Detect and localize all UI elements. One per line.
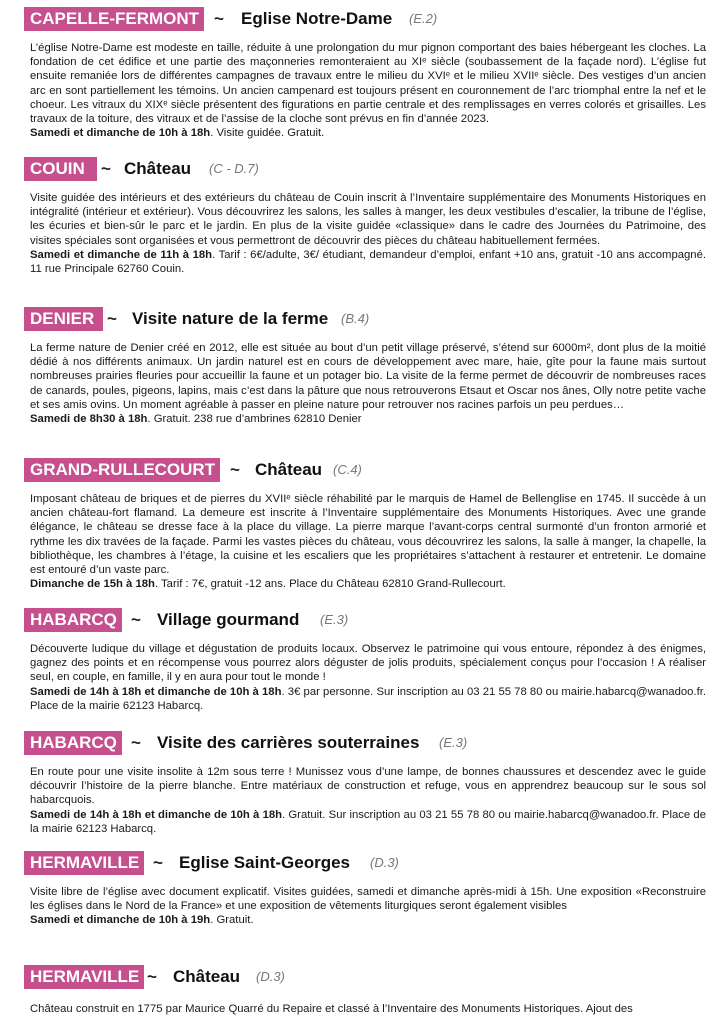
description-text: Visite guidée des intérieurs et des extérieurs du château de Couin inscrit à l’Inventaire supplémentaire des Monuments Historiques en intégralité (intérieur et extérieur). Vous découvrirez les salons, les salles à manger, les deux vestibules d’escalier, la tribune de l’église, les écuries et bien-sûr le parc et le jardin. En plus de la visite guidée «classique» dans le cadre des Journées du Patrimoine, des visites spéciales sont organisées et vous permettront de découvrir des pièces du château habituellement fermées.: [30, 192, 706, 247]
map-reference: (E.2): [409, 11, 438, 26]
entry-header: [0, 608, 723, 632]
town-badge: HERMAVILLE: [24, 851, 144, 875]
map-reference: (D.3): [256, 969, 285, 984]
description-text: Visite libre de l’église avec document explicatif. Visites guidées, samedi et dimanche après-midi à 15h. Une exposition «Reconstruire les églises dans le Nord de la France» et une exposition de vêtements liturgiques seront également visibles: [30, 886, 706, 913]
venue-title: Château: [255, 460, 323, 479]
event-entry: [0, 851, 723, 927]
venue-title: Eglise Saint-Georges: [179, 853, 350, 872]
event-entry: [0, 458, 723, 591]
schedule: [30, 577, 706, 591]
town-badge: COUIN: [24, 157, 97, 181]
entry-body: [30, 885, 706, 928]
schedule-hours: Samedi et dimanche de 11h à 18h: [30, 248, 213, 261]
town-badge: DENIER: [24, 307, 103, 331]
description-text: L’église Notre-Dame est modeste en taille, réduite à une prolongation du mur pignon comportant des baies hébergeant les cloches. La fondation de cet édifice et une partie des maçonneries remonteraient au XIᵉ siècle (soubassement de la façade nord). L’église fut ensuite remaniée lors de différentes campagnes de travaux entre le milieu du XVIᵉ et le milieu XVIIᵉ siècle. Des vestiges d’un ancien arc en sont partiellement les témoins. Un ancien campenard est toujours présent en couronnement de l’arc triomphal entre la nef et le choeur. Les vitraux du XIXᵉ siècle présentent des figurations en partie centrale et des remplissages en verres colorés et grisailles. Les travaux de la toiture, des vitraux et de l’assise de la cloche sont prévus en fin d’année 2023.: [30, 42, 706, 126]
venue-title: Village gourmand: [157, 610, 300, 629]
entry-header: [0, 7, 723, 31]
schedule-details: . Tarif : 6€/adulte, 3€/ étudiant, demandeur d’emploi, enfant +10 ans, gratuit -10 ans accompagné. 11 rue Principale 62760 Couin.: [30, 248, 706, 276]
entry-header: [0, 458, 723, 482]
separator: ~: [230, 460, 240, 479]
town-badge: HABARCQ: [24, 608, 122, 632]
entry-header: [0, 851, 723, 875]
town-badge: GRAND-RULLECOURT: [24, 458, 220, 482]
entry-body: [30, 642, 706, 713]
event-entry: [0, 307, 723, 426]
venue-title: Eglise Notre-Dame: [241, 9, 393, 28]
map-reference: (C - D.7): [209, 161, 259, 176]
event-entry: [0, 157, 723, 276]
venue-title: Château: [173, 967, 241, 986]
schedule-hours: Samedi de 14h à 18h et dimanche de 10h à 18h: [30, 808, 283, 821]
separator: ~: [131, 733, 141, 752]
separator: ~: [131, 610, 141, 629]
schedule-hours: Dimanche de 15h à 18h: [30, 578, 155, 591]
map-reference: (E.3): [439, 735, 468, 750]
event-entry: [0, 7, 723, 140]
separator: ~: [214, 9, 224, 28]
schedule-hours: Samedi de 14h à 18h et dimanche de 10h à 18h: [30, 685, 282, 698]
description-text: La ferme nature de Denier créé en 2012, elle est située au bout d’un petit village préservé, s’étend sur 6000m², dont plus de la moitié dédié à nos différents animaux. Un jardin naturel est en cours de développement avec mare, haie, gîte pour la faune mais surtout nombreuses prairies fleuries pour accueillir la faune et un potager bio. La visite de la ferme permet de découvrir de nombreuses races de canards, poules, pigeons, lapins, mais c’est dans la pâture que nous retrouverons Etsaut et Oscar nos ânes, Olly notre petite vache et ses amis ovins. Un moment agréable à passer en pleine nature pour retrouver nos racines parfois un peu perdues…: [30, 342, 706, 411]
entry-body: [30, 1002, 706, 1016]
description-text: Imposant château de briques et de pierres du XVIIᵉ siècle réhabilité par le marquis de Hamel de Bellenglise en 1745. Il succède à un ancien château-fort flamand. La demeure est inscrite à l’Inventaire supplémentaire des Monuments Historiques. Avec une grande élégance, le château se dresse face à la place du village. La pierre marque l’avant-corps central surmonté d’un fronton armorié et rythme les dix travées de la façade. Parmi les vastes pièces du château, vous découvrirez les salons, la salle à manger, la chapelle, la bibliothèque, les chambres à l’étage, la cuisine et les escaliers que les propriétaires s’attachent à restaurer et entretenir. Le domaine est entouré d’un vaste parc.: [30, 493, 706, 577]
separator: ~: [153, 853, 163, 872]
schedule: [30, 913, 706, 927]
event-entry: [0, 731, 723, 835]
schedule: [30, 808, 706, 836]
description-text: Découverte ludique du village et dégustation de produits locaux. Observez le patrimoine qui vous entoure, répondez à des énigmes, gagnez des points et en récompense vous pourrez alors déguster de jolis produits, spécialement conçus pour l’occasion ! A réaliser seul, en couple, en famille, il y en aura pour tout le monde !: [30, 643, 706, 684]
entry-body: [30, 765, 706, 836]
entry-header: [0, 307, 723, 331]
separator: ~: [147, 967, 157, 986]
schedule: [30, 248, 706, 276]
entry-body: [30, 341, 706, 426]
description-text: Château construit en 1775 par Maurice Quarré du Repaire et classé à l’Inventaire des Monuments Historiques. Ajout des: [30, 1003, 633, 1015]
entry-header: [0, 157, 723, 181]
entry-body: [30, 41, 706, 140]
schedule-hours: Samedi de 8h30 à 18h: [30, 413, 148, 426]
schedule-hours: Samedi et dimanche de 10h à 19h: [30, 914, 211, 927]
separator: ~: [101, 159, 111, 178]
town-badge: HABARCQ: [24, 731, 122, 755]
schedule-details: . 3€ par personne. Sur inscription au 03 21 55 78 80 ou mairie.habarcq@wanadoo.fr. Place de la mairie 62123 Habarcq.: [30, 685, 706, 712]
schedule: [30, 685, 706, 713]
town-badge: CAPELLE-FERMONT: [24, 7, 204, 31]
entry-header: [0, 965, 723, 989]
town-badge: HERMAVILLE: [24, 965, 144, 989]
schedule-details: . Gratuit.: [210, 914, 254, 927]
venue-title: Château: [124, 159, 192, 178]
entry-body: [30, 492, 706, 591]
description-text: En route pour une visite insolite à 12m sous terre ! Munissez vous d’une lampe, de bonnes chaussures et descendez avec le guide découvrir l’histoire de la pierre blanche. Entre matériaux de construction et refuge, vous en apprendrez beaucoup sur le sous sol habarcquois.: [30, 766, 706, 807]
event-entry: [0, 608, 723, 712]
map-reference: (E.3): [320, 612, 349, 627]
map-reference: (C.4): [333, 462, 362, 477]
entry-body: [30, 191, 706, 276]
schedule-details: . Gratuit. Sur inscription au 03 21 55 78 80 ou mairie.habarcq@wanadoo.fr. Place de la mairie 62123 Habarcq.: [30, 808, 706, 835]
event-entry: [0, 965, 723, 1015]
venue-title: Visite des carrières souterraines: [157, 733, 420, 752]
map-reference: (D.3): [370, 855, 399, 870]
venue-title: Visite nature de la ferme: [132, 309, 329, 328]
schedule: [30, 126, 706, 140]
entry-header: [0, 731, 723, 755]
schedule-details: . Tarif : 7€, gratuit -12 ans. Place du Château 62810 Grand-Rullecourt.: [154, 578, 506, 591]
schedule: [30, 412, 706, 426]
map-reference: (B.4): [341, 311, 370, 326]
schedule-hours: Samedi et dimanche de 10h à 18h: [30, 127, 211, 140]
separator: ~: [107, 309, 117, 328]
schedule-details: . Visite guidée. Gratuit.: [210, 127, 325, 140]
schedule-details: . Gratuit. 238 rue d’ambrines 62810 Denier: [147, 413, 362, 426]
